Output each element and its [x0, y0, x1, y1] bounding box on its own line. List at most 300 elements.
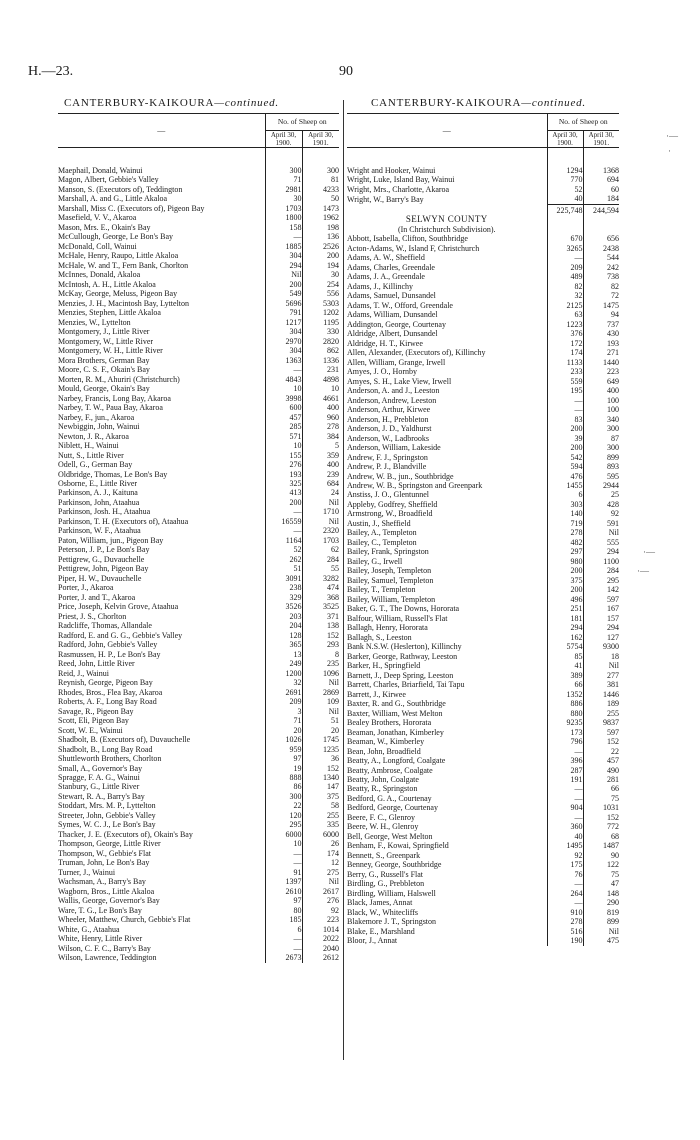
sheep-1901: 10 — [302, 384, 339, 393]
sheep-1901: 340 — [583, 415, 619, 424]
owner-name: Bailey, G., Irwell — [347, 556, 403, 566]
sheep-1901: Nil — [583, 528, 619, 537]
sheep-1900: 482 — [547, 538, 583, 547]
owner-name: Anderson, Arthur, Kirwee — [347, 405, 431, 415]
owner-name: Barnett, J., Deep Spring, Leeston — [347, 670, 454, 680]
owner-name: Bedford, G. A., Courtenay — [347, 793, 432, 803]
sheep-1901: 400 — [302, 403, 339, 412]
table-row — [347, 813, 619, 822]
owner-name: Symes, W. C. J., Le Bon's Bay — [58, 820, 156, 830]
table-row — [347, 185, 619, 194]
owner-name: Menzies, W., Lyttelton — [58, 317, 131, 327]
table-row — [347, 166, 619, 175]
sheep-1901: 90 — [583, 851, 619, 860]
sheep-1900: 285 — [265, 422, 302, 431]
sheep-1900: 304 — [265, 327, 302, 336]
table-row — [347, 936, 619, 945]
sheep-1900: 85 — [547, 652, 583, 661]
owner-name: Beatty, A., Longford, Coalgate — [347, 756, 446, 766]
owner-name: Mora Brothers, German Bay — [58, 355, 150, 365]
sheep-1901: 1475 — [583, 301, 619, 310]
sheep-1900: 796 — [547, 737, 583, 746]
sheep-1900: 83 — [547, 415, 583, 424]
owner-name: Porter, J., Akaroa — [58, 583, 114, 593]
table-row — [347, 803, 619, 812]
sheep-1901: 81 — [302, 175, 339, 184]
margin-mark: ·— — [666, 131, 678, 141]
sheep-1901: 152 — [583, 813, 619, 822]
sheep-1900: 71 — [265, 175, 302, 184]
owner-name: Bailey, T., Templeton — [347, 585, 416, 595]
owner-name: Rasmussen, H. P., Le Bon's Bay — [58, 649, 161, 659]
sheep-1901: 899 — [583, 453, 619, 462]
sheep-1901: 300 — [302, 166, 339, 175]
sheep-1900: 92 — [547, 851, 583, 860]
sheep-1901: 152 — [302, 764, 339, 773]
sheep-1900: — — [265, 934, 302, 943]
owner-name: Truman, John, Le Bon's Bay — [58, 858, 150, 868]
sheep-1901: 278 — [302, 422, 339, 431]
sheep-1901: 9837 — [583, 718, 619, 727]
owner-name: Adams, Charles, Greendale — [347, 262, 435, 272]
sheep-1901: 8 — [302, 650, 339, 659]
table-row — [58, 280, 339, 289]
sheep-1901: 893 — [583, 462, 619, 471]
sheep-1901: 2022 — [302, 934, 339, 943]
sheep-1900: 120 — [265, 811, 302, 820]
sheep-1901: 276 — [302, 896, 339, 905]
sheep-1900: 980 — [547, 557, 583, 566]
sheep-1900: 549 — [265, 289, 302, 298]
sheep-1900: 86 — [265, 782, 302, 791]
sheep-1901: 1340 — [302, 773, 339, 782]
sheep-1900: 516 — [547, 927, 583, 936]
owner-name: Benney, George, Southbridge — [347, 860, 442, 870]
sheep-1901: 60 — [583, 185, 619, 194]
owner-name: Balfour, William, Russell's Flat — [347, 613, 448, 623]
table-row — [58, 318, 339, 327]
sheep-1900: 63 — [547, 310, 583, 319]
sheep-1901: 47 — [583, 879, 619, 888]
table-row — [58, 185, 339, 194]
table-row — [347, 500, 619, 509]
sheep-1901: 68 — [583, 832, 619, 841]
sheep-1900: 155 — [265, 451, 302, 460]
sheep-1901: 12 — [302, 858, 339, 867]
owner-name: Anderson, Andrew, Leeston — [347, 395, 437, 405]
owner-name: Adams, J., Killinchy — [347, 281, 413, 291]
owner-name: Maephail, Donald, Wainui — [58, 166, 143, 175]
owner-name: Nutt, S., Little River — [58, 450, 124, 460]
sheep-1901: 6000 — [302, 830, 339, 839]
table-row — [58, 621, 339, 630]
table-row — [58, 820, 339, 829]
table-row — [58, 593, 339, 602]
table-row — [58, 896, 339, 905]
sheep-1900: 238 — [265, 583, 302, 592]
table-row — [58, 526, 339, 535]
sheep-1900: — — [547, 898, 583, 907]
sheep-1901: 2820 — [302, 337, 339, 346]
table-row — [58, 413, 339, 422]
owner-name: Radford, John, Gebbie's Valley — [58, 640, 158, 650]
owner-name: Scott, Eli, Pigeon Bay — [58, 716, 129, 726]
owner-name: Reed, John, Little River — [58, 659, 135, 669]
table-row — [347, 472, 619, 481]
owner-name: Andrew, P. J., Blandville — [347, 462, 427, 472]
sheep-1900: 375 — [547, 576, 583, 585]
table-row — [58, 289, 339, 298]
sheep-1900: 200 — [265, 498, 302, 507]
sheep-1900: 200 — [547, 566, 583, 575]
sheep-1900: 91 — [265, 868, 302, 877]
sheep-1900: 97 — [265, 754, 302, 763]
table-row — [347, 737, 619, 746]
sheep-1901: 239 — [302, 470, 339, 479]
table-row — [58, 204, 339, 213]
table-row — [58, 678, 339, 687]
table-row — [58, 270, 339, 279]
sheep-1900: 3091 — [265, 574, 302, 583]
sheep-1900: 1223 — [547, 320, 583, 329]
table-row — [347, 832, 619, 841]
sheep-1901: 368 — [302, 593, 339, 602]
owner-name: Wright, W., Barry's Bay — [347, 194, 424, 204]
right-column — [347, 113, 619, 946]
sheep-1900: 1133 — [547, 358, 583, 367]
sheep-1900: 200 — [547, 443, 583, 452]
sheep-1901: 899 — [583, 917, 619, 926]
sheep-1900: — — [265, 858, 302, 867]
sheep-1900: 10 — [265, 441, 302, 450]
sheep-1901: 591 — [583, 519, 619, 528]
sheep-1901: 474 — [302, 583, 339, 592]
owner-name: Wright and Hooker, Wainui — [347, 166, 436, 175]
total-1901: 244,594 — [583, 204, 619, 215]
owner-name: Manson, S. (Executors of), Teddington — [58, 184, 183, 194]
sheep-1900: 396 — [547, 756, 583, 765]
owner-name: Aldridge, H. T., Kirwee — [347, 338, 423, 348]
owner-name: McInnes, Donald, Akaloa — [58, 270, 141, 280]
owner-name: Birdling, G., Prebbleton — [347, 879, 425, 889]
owner-name: Anderson, William, Lakeside — [347, 443, 441, 453]
left-title-continued: —continued. — [214, 97, 279, 109]
table-row — [347, 595, 619, 604]
sheep-1900: — — [547, 253, 583, 262]
table-spacer — [58, 148, 339, 167]
sheep-1900: 40 — [547, 832, 583, 841]
sheep-1901: 127 — [583, 633, 619, 642]
right-table-body — [347, 234, 619, 945]
table-row — [58, 583, 339, 592]
sheep-1900: 162 — [547, 633, 583, 642]
owner-name: Blake, E., Marshland — [347, 926, 415, 936]
owner-name: Berry, G., Russell's Flat — [347, 869, 424, 879]
table-row — [347, 557, 619, 566]
owner-name: Montgomery, J., Little River — [58, 327, 150, 337]
table-row — [347, 175, 619, 184]
owner-name: Beaman, W., Kimberley — [347, 737, 425, 747]
owner-name: Beere, F. C., Glenroy — [347, 812, 416, 822]
table-row — [58, 507, 339, 516]
sheep-1900: — — [265, 849, 302, 858]
table-row — [58, 545, 339, 554]
table-row — [58, 498, 339, 507]
sheep-1901: 737 — [583, 320, 619, 329]
sheep-1900: 19 — [265, 764, 302, 773]
sheep-1900: 3998 — [265, 394, 302, 403]
table-row — [347, 851, 619, 860]
margin-mark: ·— — [643, 547, 655, 557]
sheep-1901: 25 — [583, 490, 619, 499]
table-row — [347, 718, 619, 727]
sheep-1901: 254 — [302, 280, 339, 289]
table-row — [347, 747, 619, 756]
sheep-1900: 209 — [265, 697, 302, 706]
table-row — [347, 879, 619, 888]
sheep-1900: 158 — [265, 223, 302, 232]
right-title-continued: —continued. — [521, 97, 586, 109]
sheep-1901: 1446 — [583, 690, 619, 699]
sheep-1900: 476 — [547, 472, 583, 481]
table-row — [58, 479, 339, 488]
table-row — [347, 396, 619, 405]
sheep-1901: 92 — [583, 509, 619, 518]
sheep-1901: 100 — [583, 396, 619, 405]
sheep-1901: 400 — [583, 386, 619, 395]
owner-name: Wilson, Lawrence, Teddington — [58, 953, 157, 963]
sheep-1900: 559 — [547, 377, 583, 386]
sheep-1901: 62 — [302, 545, 339, 554]
sheep-1900: 172 — [547, 339, 583, 348]
sheep-1900: 294 — [547, 623, 583, 632]
table-row — [58, 232, 339, 241]
sheep-1900: 52 — [265, 545, 302, 554]
owner-name: Beaman, Jonathan, Kimberley — [347, 727, 444, 737]
sheep-1901: 147 — [302, 782, 339, 791]
table-row — [58, 612, 339, 621]
owner-name: Small, A., Governor's Bay — [58, 763, 143, 773]
sheep-1900: 959 — [265, 745, 302, 754]
sheep-1900: 51 — [265, 564, 302, 573]
sheep-1900: 365 — [265, 640, 302, 649]
table-row — [347, 547, 619, 556]
sheep-1901: 235 — [302, 659, 339, 668]
sheep-1901: 960 — [302, 413, 339, 422]
sheep-1900: 233 — [547, 367, 583, 376]
sheep-1901: 174 — [302, 849, 339, 858]
owner-name: Newton, J. R., Akaroa — [58, 431, 129, 441]
owner-name: Mould, George, Okain's Bay — [58, 384, 150, 394]
table-row — [58, 659, 339, 668]
sheep-1900: — — [547, 396, 583, 405]
table-row — [347, 339, 619, 348]
sheep-1900: 30 — [265, 194, 302, 203]
table-row — [347, 917, 619, 926]
sheep-1900: 71 — [265, 716, 302, 725]
sheep-1901: 122 — [583, 860, 619, 869]
sheep-1900: 770 — [547, 175, 583, 184]
sheep-1901: 2944 — [583, 481, 619, 490]
table-row — [347, 756, 619, 765]
table-row — [58, 555, 339, 564]
table-row — [347, 860, 619, 869]
table-row — [58, 261, 339, 270]
sheep-1900: 181 — [547, 614, 583, 623]
owner-name: Ware, T. G., Le Bon's Bay — [58, 905, 142, 915]
sheep-1901: Nil — [583, 927, 619, 936]
sheep-1901: Nil — [583, 661, 619, 670]
table-row — [58, 441, 339, 450]
sheep-1900: Nil — [265, 270, 302, 279]
date-1901-header: April 30, 1901. — [583, 131, 619, 148]
owner-name: Odell, G., German Bay — [58, 460, 133, 470]
table-row — [58, 574, 339, 583]
table-row — [347, 566, 619, 575]
owner-name: Adams, Samuel, Dunsandel — [347, 291, 436, 301]
table-row — [347, 320, 619, 329]
sheep-1900: 295 — [265, 820, 302, 829]
sheep-1900: 278 — [547, 917, 583, 926]
table-row — [58, 517, 339, 526]
table-row — [58, 602, 339, 611]
left-title-text: CANTERBURY-KAIKOURA — [64, 97, 215, 109]
sheep-1901: 475 — [583, 936, 619, 945]
sheep-1901: 2526 — [302, 242, 339, 251]
table-row — [347, 453, 619, 462]
owner-name: Allen, William, Grange, Irwell — [347, 357, 446, 367]
sheep-1900: — — [547, 405, 583, 414]
owner-name: McHale, W. and T., Fern Bank, Chorlton — [58, 260, 189, 270]
owner-name: Moore, C. S. F., Okain's Bay — [58, 365, 150, 375]
owner-name: Baxter, William, West Melton — [347, 708, 443, 718]
table-row — [347, 784, 619, 793]
sheep-1900: 5696 — [265, 299, 302, 308]
owner-name: Magon, Albert, Gebbie's Valley — [58, 175, 159, 185]
sheep-1901: 87 — [583, 434, 619, 443]
sheep-1900: 52 — [547, 185, 583, 194]
sheep-1900: 2125 — [547, 301, 583, 310]
sheep-1901: 300 — [583, 424, 619, 433]
owner-name: Narbey, T. W., Paua Bay, Akaroa — [58, 403, 163, 413]
table-row — [58, 451, 339, 460]
owner-name: Narbey, Francis, Long Bay, Akaroa — [58, 393, 171, 403]
table-row — [58, 470, 339, 479]
owner-name: Parkinson, A. J., Kaituna — [58, 488, 138, 498]
table-row — [347, 234, 619, 243]
table-row — [58, 858, 339, 867]
sheep-1900: 1217 — [265, 318, 302, 327]
sheep-1900: 200 — [547, 585, 583, 594]
sheep-1901: 36 — [302, 754, 339, 763]
sheep-1900: 1800 — [265, 213, 302, 222]
owner-name: McDonald, Coll, Wainui — [58, 241, 137, 251]
sheep-1900: 3 — [265, 707, 302, 716]
owner-name: Bean, John, Broadfield — [347, 746, 421, 756]
owner-name: Bealey Brothers, Hororata — [347, 718, 432, 728]
sheep-1901: 30 — [302, 270, 339, 279]
sheep-1901: 555 — [583, 538, 619, 547]
right-sheep-table — [347, 113, 619, 946]
sheep-1900: 1363 — [265, 356, 302, 365]
table-row — [347, 585, 619, 594]
sheep-1901: 294 — [583, 623, 619, 632]
sheep-1901: 9300 — [583, 642, 619, 651]
sheep-1900: — — [547, 879, 583, 888]
sheep-1901: 595 — [583, 472, 619, 481]
sheep-1900: 174 — [547, 348, 583, 357]
page-number: 90 — [339, 64, 353, 79]
owner-name: Wallis, George, Governor's Bay — [58, 896, 160, 906]
sheep-1901: 293 — [302, 640, 339, 649]
table-row — [347, 908, 619, 917]
right-title-text: CANTERBURY-KAIKOURA — [371, 97, 522, 109]
table-row — [347, 604, 619, 613]
owner-name: Wachsman, A., Barry's Bay — [58, 877, 146, 887]
owner-name: Anderson, J. D., Yaldhurst — [347, 424, 432, 434]
sheep-1901: Nil — [302, 517, 339, 526]
sheep-1901: 300 — [583, 443, 619, 452]
sheep-1900: 904 — [547, 803, 583, 812]
sheep-1900: 542 — [547, 453, 583, 462]
sheep-1901: 1473 — [302, 204, 339, 213]
sheep-1900: 66 — [547, 680, 583, 689]
sheep-1900: 204 — [265, 621, 302, 630]
owner-name: Adams, T. W., Offord, Greendale — [347, 300, 453, 310]
owner-name: Stewart, R. A., Barry's Bay — [58, 791, 145, 801]
left-column — [58, 113, 339, 963]
table-row — [347, 623, 619, 632]
sheep-1901: 138 — [302, 621, 339, 630]
table-row — [58, 460, 339, 469]
table-row — [58, 735, 339, 744]
sheep-1900: 5754 — [547, 642, 583, 651]
sheep-1900: 880 — [547, 709, 583, 718]
table-row — [347, 642, 619, 651]
table-row — [58, 782, 339, 791]
owner-name: Piper, H. W., Duvauchelle — [58, 573, 142, 583]
sheep-1901: 136 — [302, 232, 339, 241]
table-row — [58, 764, 339, 773]
sheep-1901: 271 — [583, 348, 619, 357]
sheep-1901: 231 — [302, 365, 339, 374]
sheep-1900: 6 — [265, 925, 302, 934]
owner-name: Reid, J., Wainui — [58, 668, 109, 678]
owner-name: Menzies, J. H., Macintosh Bay, Lyttelton — [58, 298, 190, 308]
owner-name: Bloor, J., Annat — [347, 936, 398, 946]
sheep-1901: 22 — [583, 747, 619, 756]
sheep-1901: 457 — [583, 756, 619, 765]
sheep-1901: 400 — [302, 460, 339, 469]
table-row — [347, 652, 619, 661]
table-row — [58, 394, 339, 403]
sheep-1900: 2691 — [265, 688, 302, 697]
sheep-1900: 20 — [265, 726, 302, 735]
sheep-1900: 6 — [547, 490, 583, 499]
sheep-1900: 32 — [547, 291, 583, 300]
owner-name: Newbiggin, John, Wainui — [58, 422, 140, 432]
sheep-1900: 40 — [547, 194, 583, 204]
owner-name: Price, Joseph, Kelvin Grove, Ataahua — [58, 602, 179, 612]
sheep-1901: Nil — [302, 707, 339, 716]
owner-name: Peterson, J. P., Le Bon's Bay — [58, 545, 150, 555]
table-row — [347, 272, 619, 281]
owner-name: Thompson, George, Little River — [58, 839, 161, 849]
table-row — [58, 688, 339, 697]
table-row — [58, 251, 339, 260]
table-row — [347, 889, 619, 898]
owner-name: Wagborn, Bros., Little Akaloa — [58, 886, 155, 896]
